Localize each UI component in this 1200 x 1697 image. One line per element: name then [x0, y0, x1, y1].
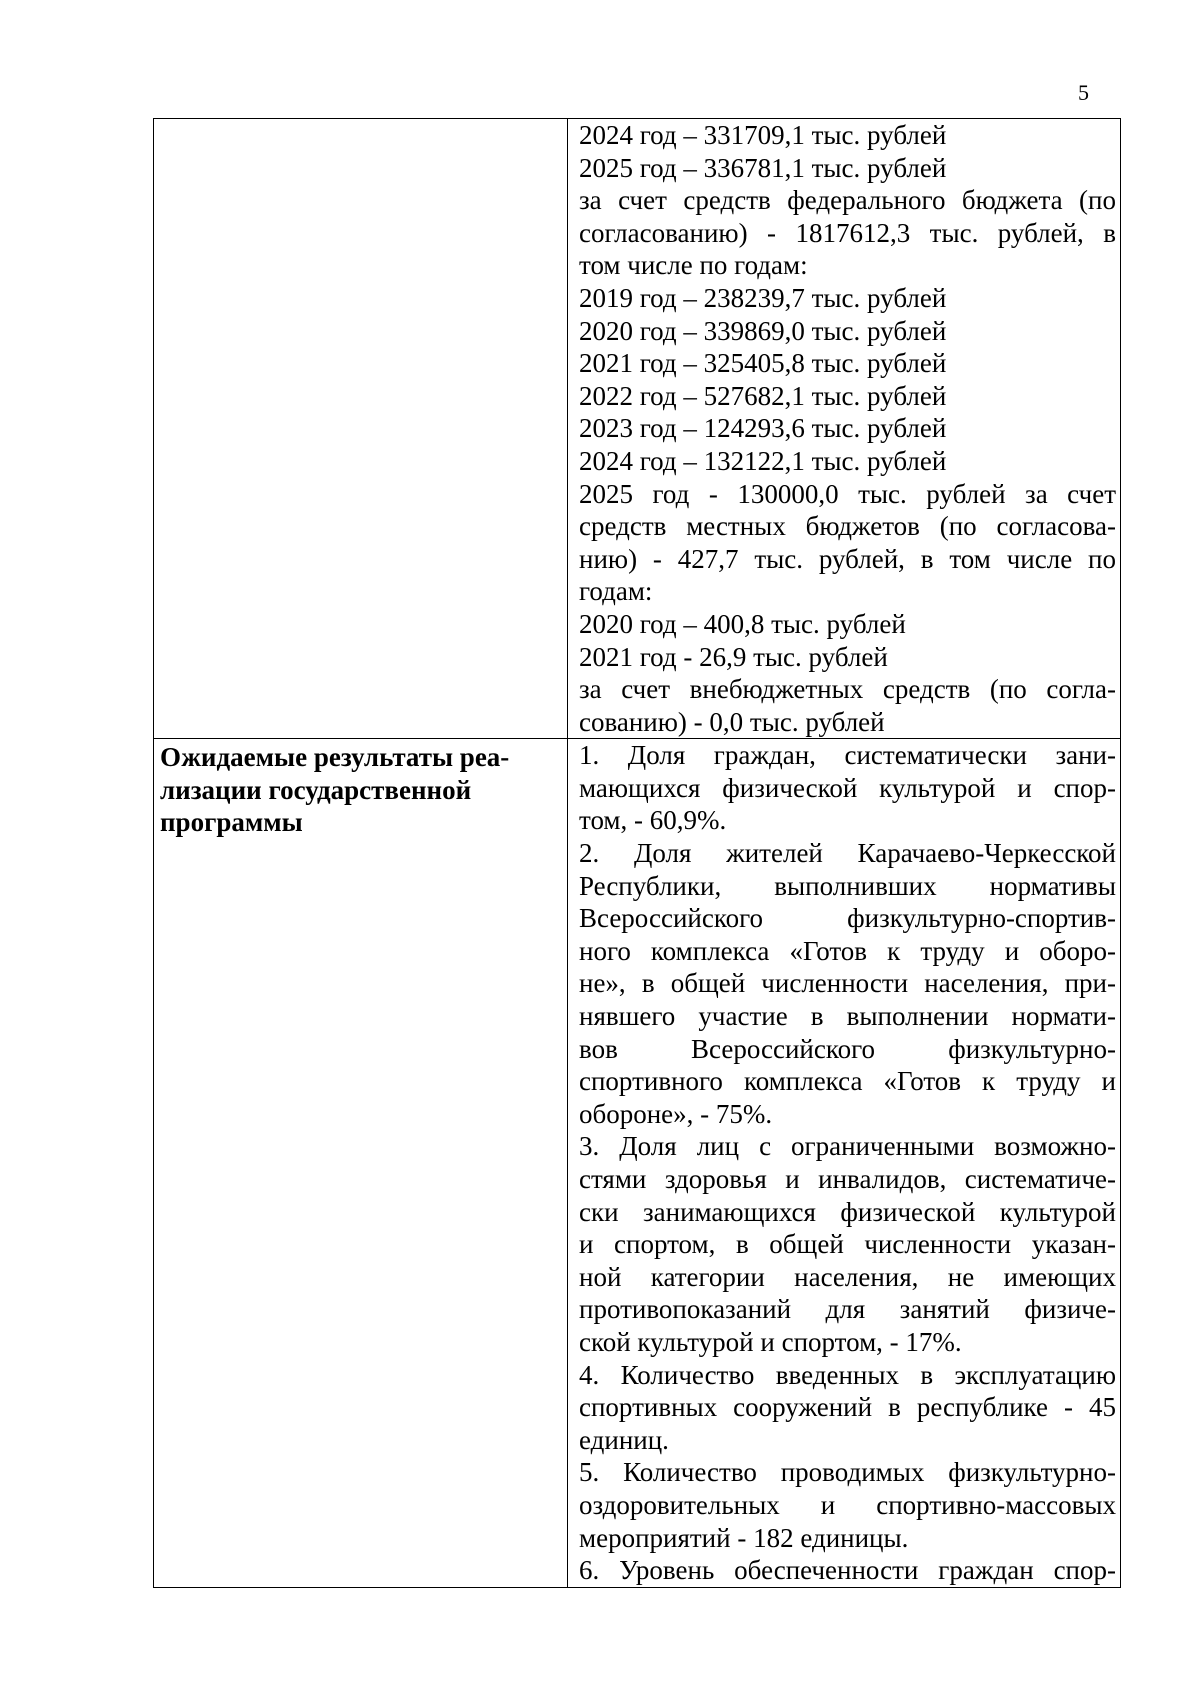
row-label-line: Ожидаемые результаты реа- — [160, 742, 510, 773]
text-line: том числе по годам: — [579, 250, 808, 281]
text-line: оздоровительных и спортивно-массовых — [579, 1489, 1116, 1520]
text-line: ного комплекса «Готов к труду и оборо- — [579, 935, 1116, 966]
text-line: 2020 год – 400,8 тыс. рублей — [579, 608, 906, 639]
text-line: и спортом, в общей численности указан- — [579, 1229, 1116, 1260]
text-line: годам: — [579, 576, 653, 607]
text-line: 5. Количество проводимых физкультурно- — [579, 1457, 1116, 1488]
text-line: стями здоровья и инвалидов, систематиче- — [579, 1164, 1116, 1194]
text-line: 1. Доля граждан, систематически зани- — [579, 740, 1116, 771]
text-line: мероприятий - 182 единицы. — [579, 1522, 909, 1553]
text-line: сованию) - 0,0 тыс. рублей — [579, 706, 885, 737]
text-line: 2. Доля жителей Карачаево-Черкесской — [579, 838, 1116, 869]
page-number: 5 — [1078, 80, 1089, 105]
text-line: 2023 год – 124293,6 тыс. рублей — [579, 413, 947, 444]
text-line: 2024 год – 331709,1 тыс. рублей — [579, 120, 947, 150]
expected-results-label-cell — [154, 739, 568, 1587]
table-row — [154, 119, 1121, 739]
text-line: вов Всероссийского физкультурно- — [579, 1033, 1116, 1064]
row-label-line: лизации государственной — [160, 774, 472, 805]
text-line: 2025 год – 336781,1 тыс. рублей — [579, 152, 947, 183]
text-line: единиц. — [579, 1424, 669, 1455]
text-line: 6. Уровень обеспеченности граждан спор- — [579, 1555, 1116, 1586]
expected-results-cell — [568, 739, 1121, 1587]
text-line: ски занимающихся физической культурой — [579, 1196, 1116, 1227]
text-line: 2024 год – 132122,1 тыс. рублей — [579, 445, 947, 476]
row-label-line: программы — [160, 807, 303, 838]
program-passport-table — [153, 118, 1121, 1588]
text-line: 2020 год – 339869,0 тыс. рублей — [579, 315, 947, 346]
text-line: 2021 год - 26,9 тыс. рублей — [579, 641, 888, 672]
text-line: за счет средств федерального бюджета (по — [579, 185, 1116, 216]
text-line: за счет внебюджетных средств (по согла- — [579, 674, 1116, 705]
text-line: 2022 год – 527682,1 тыс. рублей — [579, 380, 947, 411]
text-line: 2021 год – 325405,8 тыс. рублей — [579, 348, 947, 379]
text-line: Всероссийского физкультурно-спортив- — [579, 903, 1116, 934]
text-line: средств местных бюджетов (по согласова- — [579, 511, 1116, 542]
text-line: мающихся физической культурой и спор- — [579, 772, 1116, 803]
text-line: 2025 год - 130000,0 тыс. рублей за счет — [579, 478, 1116, 509]
text-line: обороне», - 75%. — [579, 1098, 773, 1129]
funding-cell — [568, 119, 1121, 739]
text-line: ской культурой и спортом, - 17%. — [579, 1326, 962, 1357]
label-cell-empty — [154, 119, 568, 739]
table-row — [154, 739, 1121, 1587]
text-line: спортивных сооружений в республике - 45 — [579, 1392, 1116, 1423]
text-line: 2019 год – 238239,7 тыс. рублей — [579, 282, 947, 313]
text-line: согласованию) - 1817612,3 тыс. рублей, в — [579, 217, 1116, 248]
text-line: нявшего участие в выполнении нормати- — [579, 1001, 1116, 1032]
text-line: спортивного комплекса «Готов к труду и — [579, 1066, 1116, 1097]
text-line: 4. Количество введенных в эксплуатацию — [579, 1359, 1116, 1390]
text-line: 3. Доля лиц с ограниченными возможно- — [579, 1131, 1116, 1162]
text-line: Республики, выполнивших нормативы — [579, 870, 1116, 901]
text-line: ной категории населения, не имеющих — [579, 1261, 1116, 1292]
text-line: противопоказаний для занятий физиче- — [579, 1294, 1116, 1325]
text-line: нию) - 427,7 тыс. рублей, в том числе по — [579, 543, 1116, 574]
text-line: не», в общей численности населения, при- — [579, 968, 1116, 999]
text-line: том, - 60,9%. — [579, 805, 727, 836]
